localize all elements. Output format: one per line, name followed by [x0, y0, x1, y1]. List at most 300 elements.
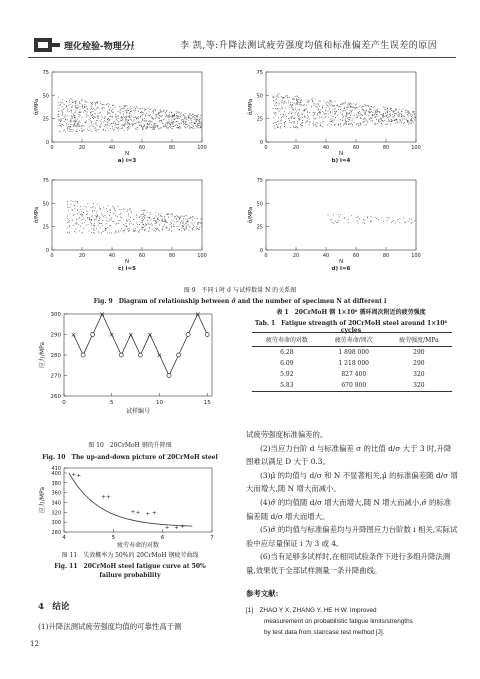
- data-point: [77, 124, 78, 125]
- data-point: [88, 115, 89, 116]
- data-point: [389, 114, 390, 115]
- plot-frame: [52, 72, 202, 142]
- data-point: [393, 111, 394, 112]
- data-point: [168, 230, 169, 231]
- data-point: [106, 220, 107, 221]
- data-point: [100, 101, 101, 102]
- data-point: [345, 110, 346, 111]
- data-point: [99, 112, 100, 113]
- data-point: [156, 116, 157, 117]
- data-point: [357, 107, 358, 108]
- data-point: [70, 98, 71, 99]
- data-point: [352, 126, 353, 127]
- data-point: [95, 103, 96, 104]
- data-point: [380, 121, 381, 122]
- data-point: [124, 124, 125, 125]
- data-point: [365, 113, 366, 114]
- data-point: [67, 128, 68, 129]
- data-point: [141, 218, 142, 219]
- x-tick-label: 80: [382, 145, 390, 151]
- data-point: +: [106, 494, 111, 501]
- data-point: [159, 128, 160, 129]
- data-point: [105, 215, 106, 216]
- data-point: [80, 109, 81, 110]
- data-point: [89, 126, 90, 127]
- data-point: [118, 116, 119, 117]
- data-point: [96, 211, 97, 212]
- data-point: [177, 112, 178, 113]
- data-point: [201, 219, 202, 220]
- data-point: [298, 109, 299, 110]
- data-point: [72, 210, 73, 211]
- data-point: [186, 215, 187, 216]
- data-point: [81, 213, 82, 214]
- data-point: [118, 122, 119, 123]
- data-point: [64, 129, 65, 130]
- data-point: [66, 123, 67, 124]
- data-point: [107, 125, 108, 126]
- data-point: [317, 113, 318, 114]
- data-point: [74, 112, 75, 113]
- data-point: [373, 107, 374, 108]
- data-point: [128, 120, 129, 121]
- data-point: [200, 122, 201, 123]
- data-point: [188, 117, 189, 118]
- data-point: [106, 217, 107, 218]
- data-point: [130, 217, 131, 218]
- data-point: [78, 122, 79, 123]
- data-point: [149, 126, 150, 127]
- x-tick-label: 100: [197, 145, 207, 151]
- data-point: [133, 229, 134, 230]
- data-point: [414, 114, 415, 115]
- data-point: [161, 116, 162, 117]
- data-point: [395, 120, 396, 121]
- data-point: [142, 119, 143, 120]
- x-tick-label: 80: [168, 253, 176, 259]
- data-point: [353, 103, 354, 104]
- data-point: [80, 122, 81, 123]
- data-point: [99, 220, 100, 221]
- data-point: [400, 218, 401, 219]
- data-point: [358, 125, 359, 126]
- data-point: [347, 121, 348, 122]
- data-point: [158, 128, 159, 129]
- data-point: [199, 127, 200, 128]
- data-point: [192, 128, 193, 129]
- data-point: [107, 122, 108, 123]
- data-point: [160, 111, 161, 112]
- data-point: [84, 129, 85, 130]
- data-point: [380, 118, 381, 119]
- data-point: [360, 113, 361, 114]
- data-point: [159, 120, 160, 121]
- data-point: [75, 118, 76, 119]
- data-point: [184, 117, 185, 118]
- y-tick-label: 50: [42, 201, 49, 208]
- data-point: [397, 122, 398, 123]
- data-point: [130, 117, 131, 118]
- data-point: [365, 114, 366, 115]
- data-point: [412, 115, 413, 116]
- data-point: [74, 214, 75, 215]
- data-point: [63, 125, 64, 126]
- data-point: [58, 97, 59, 98]
- data-point: [412, 111, 413, 112]
- data-point: [393, 116, 394, 117]
- data-point: [88, 130, 89, 131]
- data-point: [128, 214, 129, 215]
- data-point: [195, 125, 196, 126]
- data-point: [121, 116, 122, 117]
- data-point: [181, 221, 182, 222]
- table1-title-en: Tab. 1 Fatigue strength of 20CrMoH steel around 1×10⁶ cycles: [254, 320, 448, 334]
- data-point: [159, 220, 160, 221]
- data-point: [118, 223, 119, 224]
- y-tick-label: 0: [259, 140, 263, 146]
- data-point: [316, 104, 317, 105]
- data-point: [161, 111, 162, 112]
- data-point: [96, 216, 97, 217]
- data-point: [128, 216, 129, 217]
- data-point: [168, 128, 169, 129]
- data-point: [116, 119, 117, 120]
- data-point: [309, 122, 310, 123]
- data-point: [300, 118, 301, 119]
- data-point: [170, 214, 171, 215]
- data-point: [411, 116, 412, 117]
- data-point: [278, 97, 279, 98]
- data-point: [298, 102, 299, 103]
- data-point: [120, 214, 121, 215]
- data-point: [91, 220, 92, 221]
- data-point: [178, 117, 179, 118]
- data-point: [379, 112, 380, 113]
- data-point: [307, 111, 308, 112]
- data-point: [175, 121, 176, 122]
- data-point: [144, 217, 145, 218]
- data-point: [172, 122, 173, 123]
- data-point: [129, 228, 130, 229]
- data-point: [340, 106, 341, 107]
- data-point: [75, 232, 76, 233]
- data-point: [324, 114, 325, 115]
- data-point: [276, 105, 277, 106]
- data-point: [59, 125, 60, 126]
- data-point: [144, 124, 145, 125]
- data-point: [137, 127, 138, 128]
- data-point: [166, 122, 167, 123]
- data-point: [328, 111, 329, 112]
- data-point: [126, 105, 127, 106]
- data-point: [97, 116, 98, 117]
- data-point: [95, 130, 96, 131]
- data-point: [108, 121, 109, 122]
- data-point: [299, 115, 300, 116]
- data-point: [318, 103, 319, 104]
- data-point: [150, 114, 151, 115]
- data-point: [351, 111, 352, 112]
- data-point: [304, 104, 305, 105]
- data-point: [123, 116, 124, 117]
- data-point: [165, 228, 166, 229]
- data-point: [140, 122, 141, 123]
- data-point: [179, 219, 180, 220]
- data-point: [329, 103, 330, 104]
- data-point: [355, 104, 356, 105]
- data-point: [396, 109, 397, 110]
- data-point: [363, 222, 364, 223]
- data-point: [273, 97, 274, 98]
- data-point: [338, 109, 339, 110]
- data-point: [401, 122, 402, 123]
- data-point: [74, 117, 75, 118]
- data-point: [275, 99, 276, 100]
- data-point: [82, 219, 83, 220]
- data-point: [317, 108, 318, 109]
- data-point: [364, 118, 365, 119]
- data-point: [387, 108, 388, 109]
- data-point: [190, 127, 191, 128]
- data-point: [59, 119, 60, 120]
- data-point: [394, 120, 395, 121]
- failure-marker: ×: [99, 310, 106, 319]
- data-point: [76, 219, 77, 220]
- runout-marker: [138, 353, 142, 357]
- data-point: [170, 224, 171, 225]
- data-point: [72, 100, 73, 101]
- data-point: [125, 106, 126, 107]
- data-point: [129, 124, 130, 125]
- data-point: [194, 128, 195, 129]
- data-point: [195, 119, 196, 120]
- data-point: [412, 120, 413, 121]
- data-point: [96, 219, 97, 220]
- data-point: [273, 96, 274, 97]
- data-point: [366, 110, 367, 111]
- data-point: [111, 219, 112, 220]
- data-point: [152, 229, 153, 230]
- data-point: [172, 220, 173, 221]
- data-point: [313, 102, 314, 103]
- data-point: [81, 126, 82, 127]
- data-point: [137, 217, 138, 218]
- data-point: [366, 120, 367, 121]
- data-point: [135, 108, 136, 109]
- journal-logo: [34, 36, 134, 54]
- data-point: [163, 111, 164, 112]
- data-point: [97, 102, 98, 103]
- data-point: [96, 131, 97, 132]
- panel-label: d) i=6: [331, 266, 351, 272]
- fig9-panel-3: [34, 178, 207, 272]
- data-point: [382, 116, 383, 117]
- data-point: [166, 214, 167, 215]
- data-point: [136, 129, 137, 130]
- data-point: [307, 121, 308, 122]
- data-point: [75, 223, 76, 224]
- data-point: [72, 201, 73, 202]
- data-point: [112, 221, 113, 222]
- data-point: [74, 231, 75, 232]
- data-point: [92, 102, 93, 103]
- data-point: [173, 224, 174, 225]
- data-point: [409, 113, 410, 114]
- data-point: [377, 123, 378, 124]
- data-point: [90, 112, 91, 113]
- data-point: [318, 104, 319, 105]
- data-point: [338, 220, 339, 221]
- data-point: [354, 122, 355, 123]
- data-point: [96, 214, 97, 215]
- data-point: [307, 114, 308, 115]
- data-point: [288, 113, 289, 114]
- data-point: [159, 225, 160, 226]
- data-point: [180, 128, 181, 129]
- data-point: [338, 214, 339, 215]
- data-point: [119, 112, 120, 113]
- data-point: [201, 125, 202, 126]
- data-point: [167, 127, 168, 128]
- data-point: +: [174, 525, 179, 532]
- data-point: [80, 115, 81, 116]
- data-point: [133, 110, 134, 111]
- data-point: [86, 106, 87, 107]
- data-point: [107, 124, 108, 125]
- data-point: [309, 118, 310, 119]
- data-point: [108, 205, 109, 206]
- data-point: [152, 117, 153, 118]
- data-point: [346, 114, 347, 115]
- data-point: [174, 114, 175, 115]
- data-point: [186, 225, 187, 226]
- data-point: [183, 222, 184, 223]
- y-tick-label: 300: [51, 520, 61, 527]
- data-point: [155, 118, 156, 119]
- data-point: [82, 100, 83, 101]
- data-point: [83, 228, 84, 229]
- data-point: [113, 207, 114, 208]
- data-point: [295, 113, 296, 114]
- data-point: [177, 116, 178, 117]
- data-point: [124, 105, 125, 106]
- data-point: [289, 120, 290, 121]
- data-point: [179, 118, 180, 119]
- data-point: [335, 221, 336, 222]
- data-point: [80, 226, 81, 227]
- data-point: [127, 229, 128, 230]
- data-point: [118, 232, 119, 233]
- data-point: [346, 121, 347, 122]
- data-point: [138, 116, 139, 117]
- data-point: [200, 115, 201, 116]
- data-point: [369, 118, 370, 119]
- data-point: [124, 230, 125, 231]
- data-point: [199, 123, 200, 124]
- data-point: [193, 116, 194, 117]
- data-point: [147, 127, 148, 128]
- data-point: [69, 213, 70, 214]
- data-point: [102, 104, 103, 105]
- data-point: [135, 230, 136, 231]
- data-point: [149, 230, 150, 231]
- data-point: [364, 104, 365, 105]
- data-point: [129, 208, 130, 209]
- data-point: [73, 125, 74, 126]
- data-point: [109, 120, 110, 121]
- data-point: [171, 126, 172, 127]
- data-point: [74, 123, 75, 124]
- data-point: [344, 108, 345, 109]
- data-point: [142, 128, 143, 129]
- data-point: [114, 121, 115, 122]
- data-point: [127, 116, 128, 117]
- data-point: [277, 95, 278, 96]
- data-point: [60, 120, 61, 121]
- data-point: [332, 122, 333, 123]
- data-point: [330, 119, 331, 120]
- data-point: [81, 233, 82, 234]
- data-point: [69, 220, 70, 221]
- data-point: [113, 221, 114, 222]
- data-point: [402, 115, 403, 116]
- data-point: [129, 128, 130, 129]
- data-point: [84, 106, 85, 107]
- data-point: [171, 112, 172, 113]
- data-point: [93, 116, 94, 117]
- data-point: [346, 113, 347, 114]
- data-point: [194, 117, 195, 118]
- data-point: [349, 119, 350, 120]
- data-point: [77, 201, 78, 202]
- data-point: [318, 112, 319, 113]
- data-point: [383, 117, 384, 118]
- data-point: [395, 110, 396, 111]
- data-point: [199, 227, 200, 228]
- data-point: [106, 223, 107, 224]
- data-point: [188, 116, 189, 117]
- data-point: [336, 222, 337, 223]
- data-point: [81, 99, 82, 100]
- data-point: [328, 117, 329, 118]
- data-point: [342, 114, 343, 115]
- panel-label: b) i=4: [331, 158, 351, 164]
- data-point: [109, 225, 110, 226]
- data-point: [363, 111, 364, 112]
- data-point: [186, 127, 187, 128]
- x-tick-label: 40: [322, 145, 330, 151]
- y-tick-label: 0: [45, 140, 49, 146]
- data-point: [347, 113, 348, 114]
- data-point: [186, 118, 187, 119]
- data-point: [79, 231, 80, 232]
- data-point: [377, 116, 378, 117]
- data-point: [139, 224, 140, 225]
- data-point: [75, 122, 76, 123]
- data-point: [296, 111, 297, 112]
- data-point: [127, 221, 128, 222]
- data-point: [347, 109, 348, 110]
- data-point: [346, 112, 347, 113]
- data-point: [123, 224, 124, 225]
- data-point: [93, 232, 94, 233]
- data-point: [319, 101, 320, 102]
- data-point: [76, 131, 77, 132]
- data-point: [76, 125, 77, 126]
- data-point: [274, 122, 275, 123]
- section-heading-conclusion: 4 结论: [38, 602, 70, 612]
- data-point: [357, 123, 358, 124]
